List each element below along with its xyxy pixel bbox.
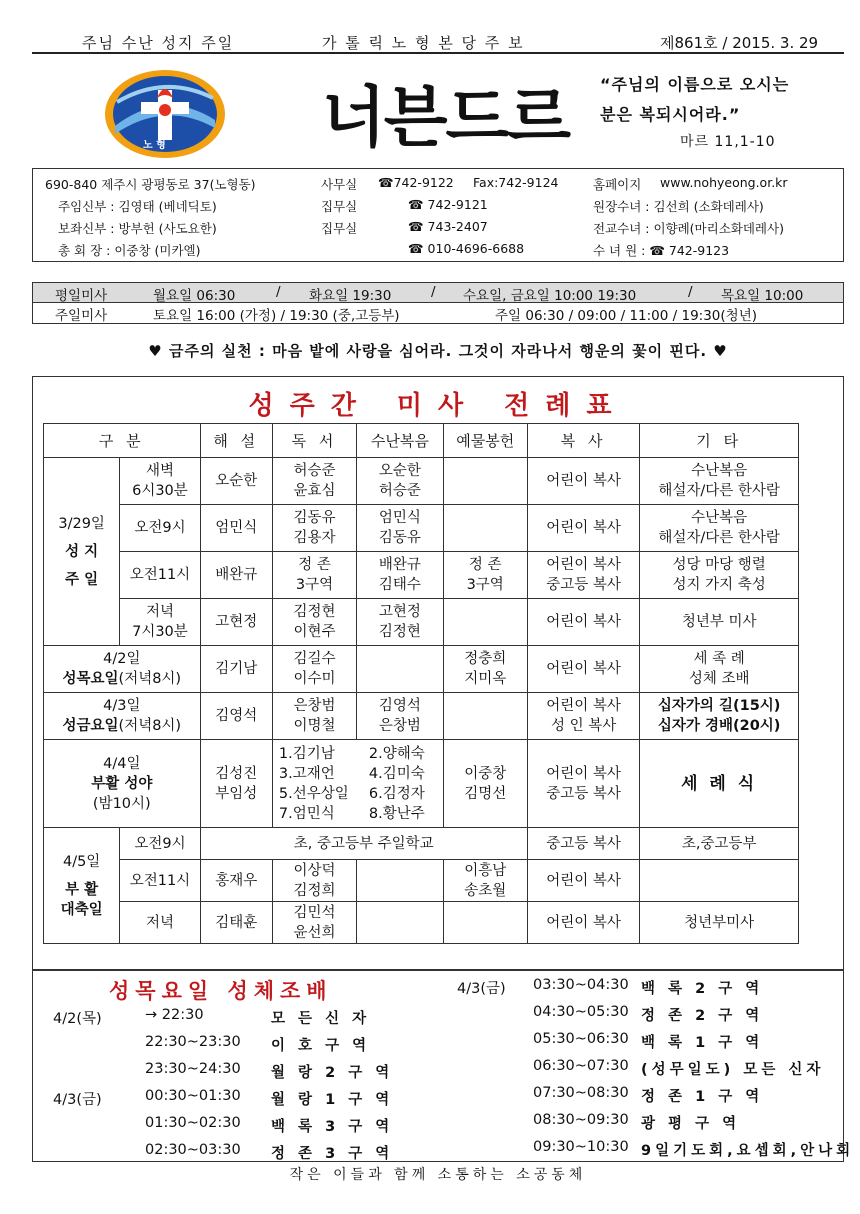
weekday-tue: 화요일 19:30 [309,288,392,304]
col-boksa: 복 사 [527,424,639,458]
sep-1: / [276,284,281,300]
col-yemul: 예물봉헌 [443,424,527,458]
parish-info [32,168,844,262]
table-row: 3/29일 성 지 주 일 새벽 6시30분 오순한 허승준 윤효심 오순한 허승준 어린이 복사 수난복음 해설자/다른 한사람 [44,458,799,505]
address: 690-840 제주시 광평동로 37(노형동) [45,177,256,192]
day-cell-palm-sunday: 3/29일 성 지 주 일 [44,458,120,646]
table-row: 저녁 김태훈 김민석 윤선희 어린이 복사 청년부미사 [44,902,799,944]
adoration-time: 01:30~02:30 [145,1115,241,1131]
sep-3: / [688,284,693,300]
adoration-group: 백 록 2 구 역 [641,981,764,997]
sunday-label: 주일미사 [55,308,108,324]
verse-line-1: “주님의 이름으로 오시는 [600,75,790,94]
logo-text: 노 형 [143,140,166,151]
nun-missionary: 전교수녀 : 이향례(마리소화데레사) [593,221,784,236]
table-row: 저녁 7시30분 고현정 김정현 이현주 고현정 김정현 어린이 복사 청년부 미사 [44,599,799,646]
convent: 수 녀 원 : ☎ 742-9123 [593,243,730,258]
adoration-time: 06:30~07:30 [533,1058,629,1074]
adoration-time: 08:30~09:30 [533,1112,629,1128]
sep-2: / [431,284,436,300]
table-row: 4/2일 성목요일(저녁8시) 김기남 김길수 이수미 정충희 지미옥 어린이 복사 세 족 례 성체 조배 [44,646,799,693]
masthead-title: 너븐드르 [322,79,570,156]
pastor: 주임신부 : 김영태 (베네딕토) [58,199,217,214]
adoration-group: 월 랑 1 구 역 [271,1092,394,1108]
adoration-group: 백 록 3 구 역 [271,1119,394,1135]
weekday-label: 평일미사 [55,288,108,304]
adoration-time: 22:30~23:30 [145,1034,241,1050]
weekly-motto: ♥ 금주의 실천 : 마음 밭에 사랑을 심어라. 그것이 자라나서 행운의 꽃이 핀다. ♥ [148,342,728,360]
adoration-section [33,969,855,1163]
header-left: 주님 수난 성지 주일 [82,34,235,52]
header-center: 가 톨 릭 노 형 본 당 주 보 [322,34,525,52]
adoration-group: 정 존 1 구 역 [641,1089,764,1105]
col-gubun: 구 분 [44,424,201,458]
table-row: 오전11시 배완규 정 존 3구역 배완규 김태수 정 존 3구역 어린이 복사 중고등 복사 성당 마당 행렬 성지 가지 축성 [44,552,799,599]
col-gita: 기 타 [640,424,799,458]
weekday-mon: 월요일 06:30 [153,288,236,304]
schedule-section [32,376,855,1162]
adoration-group: 정 존 3 구 역 [271,1146,394,1162]
adoration-date: 4/3(금) [457,981,506,997]
table-row: 오전9시 엄민식 김동유 김용자 엄민식 김동유 어린이 복사 수난복음 해설자/다른 한사람 [44,505,799,552]
schedule-title: 성주간 미사 전례표 [248,391,628,421]
table-row: 오전11시 홍재우 이상덕 김정희 이흥남 송초월 어린이 복사 [44,860,799,902]
office-tel: ☎742-9122 [378,175,454,190]
adoration-time: → 22:30 [145,1007,204,1023]
mass-times [32,282,844,324]
table-row: 4/3일 성금요일(저녁8시) 김영석 은창범 이명철 김영석 은창범 어린이 복사 성 인 복사 십자가의 길(15시) 십자가 경배(20시) [44,693,799,740]
adoration-date: 4/3(금) [53,1092,102,1108]
sunday-sat: 토요일 16:00 (가정) / 19:30 (중,고등부) [153,308,400,324]
bible-verse [600,70,789,130]
header-bar [32,28,844,54]
fax: Fax:742-9124 [473,175,559,190]
sunday-mass-row [33,303,843,323]
adoration-group: 정 존 2 구 역 [641,1008,764,1024]
col-dokseo: 독 서 [272,424,356,458]
weekday-mass-row [33,283,843,303]
parish-logo [103,68,227,160]
issue-date: 제861호 / 2015. 3. 29 [660,34,819,52]
homepage-label: 홈페이지 [593,177,642,192]
assistant-tel: ☎ 743-2407 [408,219,488,234]
table-row: 4/4일 부활 성야 (밤10시) 김성진 부임성 1.김기남 2.양해숙 3.고재언 4.김미숙 5.선우상일 6.김정자 7.엄민식 8.황난주 이중창 김명선 어린이 복사 중고등 복사 세 례 식 [44,740,799,828]
pastor-office-label: 집무실 [321,199,358,214]
adoration-group: 월 랑 2 구 역 [271,1065,394,1081]
adoration-time: 07:30~08:30 [533,1085,629,1101]
weekday-thu: 목요일 10:00 [721,288,804,304]
adoration-group: 광 평 구 역 [641,1116,741,1132]
office-label: 사무실 [321,177,358,192]
adoration-time: 00:30~01:30 [145,1088,241,1104]
liturgy-schedule-table [43,423,799,944]
president-tel: ☎ 010-4696-6688 [408,241,525,256]
nun-head: 원장수녀 : 김선희 (소화데레사) [593,199,764,214]
sunday-sun: 주일 06:30 / 09:00 / 11:00 / 19:30(청년) [495,308,758,324]
adoration-time: 09:30~10:30 [533,1139,629,1155]
adoration-group: 모 든 신 자 [271,1011,371,1027]
assistant-office-label: 집무실 [321,221,358,236]
adoration-group: 9일기도회,요셉회,안나회 [641,1143,855,1159]
table-row: 4/5일 부 활 대축일 오전9시 초, 중고등부 주일학교 중고등 복사 초,중고등부 [44,828,799,860]
footer-slogan: 작은 이들과 함께 소통하는 소공동체 [289,1167,587,1183]
verse-line-2: 분은 복되시어라.” [600,105,741,124]
council-president: 총 회 장 : 이중창 (미카엘) [58,243,201,258]
col-haeseol: 해 설 [200,424,272,458]
homepage-link[interactable]: www.nohyeong.or.kr [660,175,788,190]
table-header-row [44,424,799,458]
adoration-group: (성무일도) 모든 신자 [641,1062,825,1078]
adoration-date: 4/2(목) [53,1011,102,1027]
adoration-time: 02:30~03:30 [145,1142,241,1158]
verse-reference: 마르 11,1-10 [680,134,776,150]
adoration-time: 23:30~24:30 [145,1061,241,1077]
adoration-time: 03:30~04:30 [533,977,629,993]
adoration-time: 04:30~05:30 [533,1004,629,1020]
adoration-time: 05:30~06:30 [533,1031,629,1047]
pastor-tel: ☎ 742-9121 [408,197,488,212]
adoration-group: 백 록 1 구 역 [641,1035,764,1051]
adoration-title: 성목요일 성체조배 [109,979,333,1003]
weekday-wed-fri: 수요일, 금요일 10:00 19:30 [463,288,637,304]
assistant-priest: 보좌신부 : 방부헌 (사도요한) [58,221,217,236]
col-sunan: 수난복음 [357,424,443,458]
adoration-group: 이 호 구 역 [271,1038,371,1054]
